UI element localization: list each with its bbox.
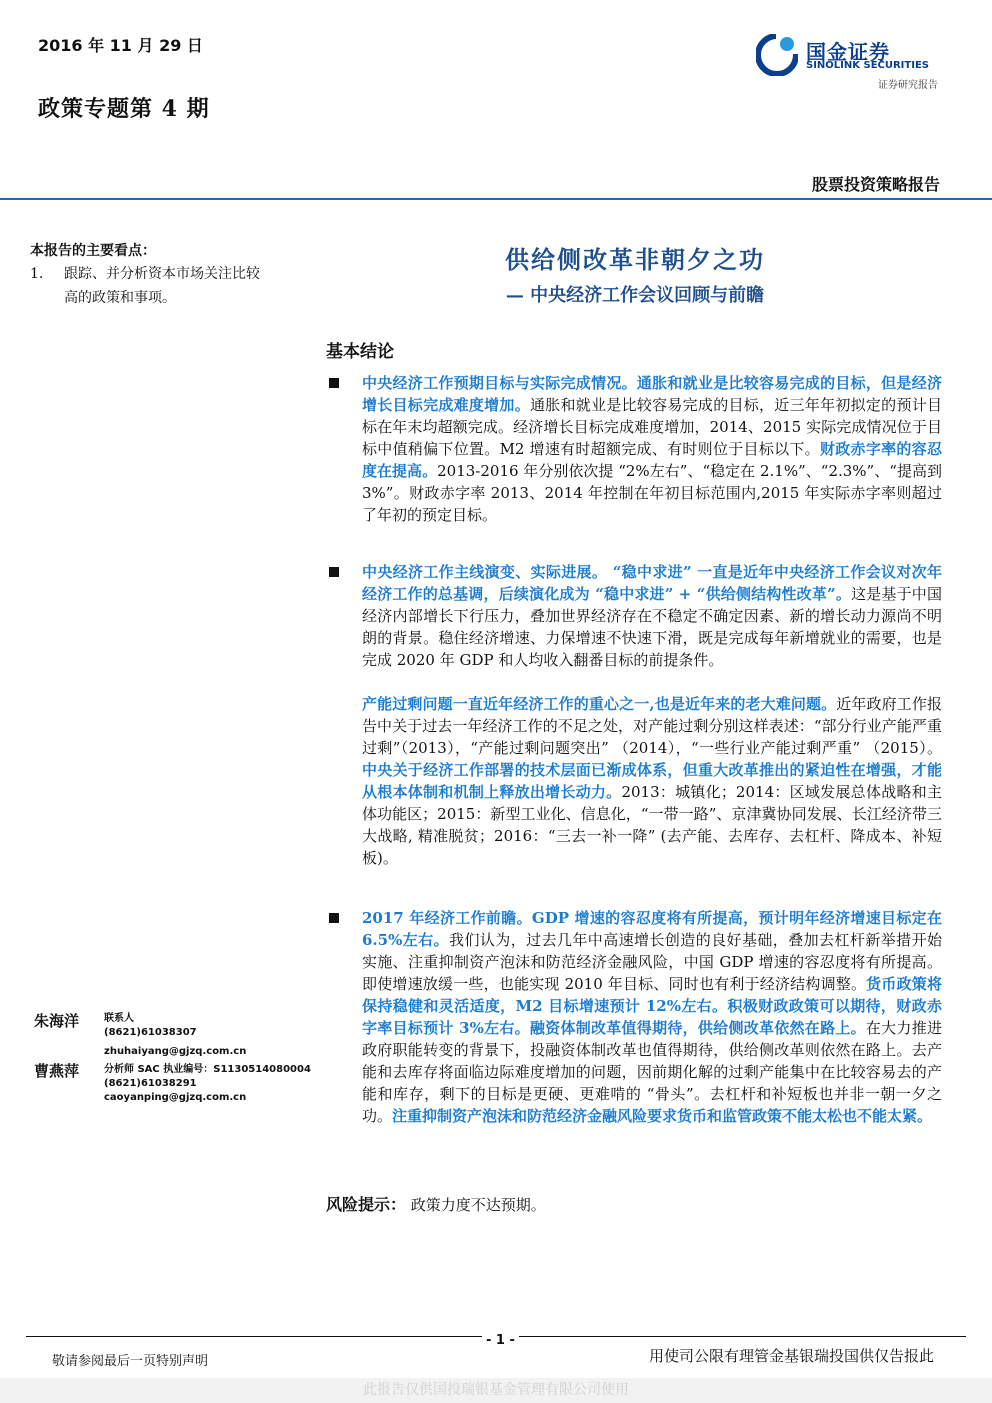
paragraph-mainline	[362, 561, 942, 671]
bullet-icon	[329, 378, 339, 388]
sidebar-heading: 本报告的主要看点：	[30, 243, 156, 259]
logo-mark-icon	[756, 34, 798, 76]
footer-right-text: 用使司公限有理管金基银瑞投国供仅告报此	[648, 1347, 934, 1365]
contact-name: 朱海洋	[34, 1012, 80, 1030]
contact-role: 分析师 SAC 执业编号：S1130514080004	[104, 1064, 311, 1075]
paragraph-targets	[362, 372, 942, 526]
body-text: 我们认为，过去几年中高速增长创造的良好基础，叠加去杠杆新举措开始实施、注重抑制资产泡沫和防范经济金融风险，中国 GDP 增速的容忍度将有所提高。即使增速放缓一些，也能实现 2010 年目标、同时也有利于经济结构调整。	[362, 931, 942, 993]
sidebar-item-number: 1.	[30, 266, 44, 282]
watermark: 此报告仅供国投瑞银基金管理有限公司使用	[0, 1378, 992, 1403]
report-title: 供给侧改革非朝夕之功	[505, 245, 765, 274]
contact-role: 联系人	[104, 1013, 134, 1024]
bullet-icon	[329, 567, 339, 577]
risk-label: 风险提示：	[326, 1195, 407, 1214]
header-divider	[0, 198, 992, 200]
company-logo	[756, 32, 946, 92]
highlight-text: 产能过剩问题一直近年经济工作的重心之一,也是近年来的老大难问题。	[362, 695, 837, 713]
highlight-text: 财政赤字率的容忍度在提高。	[362, 440, 942, 480]
issue-title: 政策专题第 4 期	[38, 96, 210, 122]
contact-name: 曹燕萍	[34, 1062, 80, 1080]
contact-phone: (8621)61038291	[104, 1078, 197, 1089]
highlight-text: 2017 年经济工作前瞻。GDP 增速的容忍度将有所提高，预计明年经济增速目标定在 6.5%左右。	[362, 909, 942, 949]
contact-email: zhuhaiyang@gjzq.com.cn	[104, 1046, 247, 1057]
section-heading: 基本结论	[326, 342, 394, 362]
page-number: - 1 -	[482, 1333, 519, 1348]
highlight-text: 注重抑制资产泡沫和防范经济金融风险要求货币和监管政策不能太松也不能太紧。	[392, 1107, 933, 1125]
highlight-text: 中央经济工作预期目标与实际完成情况。通胀和就业是比较容易完成的目标，但是经济增长目标完成难度增加。	[362, 374, 942, 414]
body-text: 2013-2016 年分别依次提 “2%左右”、“稳定在 2.1%”、“2.3%”、“提高到 3%”。财政赤字率 2013、2014 年控制在年初目标范围内,2015 年实际赤字率则超过了年初的预定目标。	[362, 462, 942, 524]
contact-phone: (8621)61038307	[104, 1027, 197, 1038]
risk-notice	[326, 1192, 546, 1215]
logo-english-name: SINOLINK SECURITIES	[806, 60, 929, 71]
contact-details	[104, 1063, 311, 1105]
paragraph-overcapacity	[362, 693, 942, 869]
body-text: 这是基于中国经济内部增长下行压力，叠加世界经济存在不稳定不确定因素、新的增长动力源尚不明朗的背景。稳住经济增速、力保增速不快速下滑，既是完成每年新增就业的需要，也是完成 2020 年 GDP 和人均收入翻番目标的前提条件。	[362, 585, 942, 669]
report-subtitle: — 中央经济工作会议回顾与前瞻	[505, 285, 765, 306]
report-date: 2016 年 11 月 29 日	[38, 36, 203, 55]
risk-text: 政策力度不达预期。	[410, 1196, 546, 1214]
highlight-text: 中央经济工作主线演变、实际进展。 “稳中求进” 一直是近年中央经济工作会议对次年经济工作的总基调，后续演化成为 “稳中求进” + “供给侧结构性改革”。	[362, 563, 942, 603]
sidebar-item-text: 跟踪、并分析资本市场关注比较高的政策和事项。	[64, 266, 260, 306]
highlight-text: 货币政策将保持稳健和灵活适度，M2 目标增速预计 12%左右。积极财政政策可以期待，财政赤字率目标预计 3%左右。融资体制改革值得期待，供给侧改革依然在路上。	[362, 975, 942, 1037]
body-text: 通胀和就业是比较容易完成的目标，近三年年初拟定的预计目标在年末均超额完成。经济增长目标完成难度增加，2014、2015 实际完成情况位于目标中值稍偏下位置。M2 增速有时超额完成、有时则位于目标以下。	[362, 396, 942, 458]
footer-disclaimer: 敬请参阅最后一页特别声明	[52, 1354, 209, 1369]
paragraph-outlook	[362, 907, 942, 1127]
body-text: 在大力推进政府职能转变的背景下，投融资体制改革也值得期待，供给侧改革则依然在路上。去产能和去库存将面临边际难度增加的问题，因前期化解的过剩产能集中在比较容易去的产能和库存，剩下的目标是更硬、更难啃的 “骨头”。去杠杆和补短板也并非一朝一夕之功。	[362, 1019, 942, 1125]
highlight-text: 中央关于经济工作部署的技术层面已渐成体系，但重大改革推出的紧迫性在增强，才能从根本体制和机制上释放出增长动力。	[362, 761, 942, 801]
logo-chinese-name: 国金证券	[806, 40, 890, 64]
bullet-icon	[329, 913, 339, 923]
logo-subtitle: 证券研究报告	[878, 80, 938, 91]
body-text: 2013：城镇化；2014：区域发展总体战略和主体功能区；2015：新型工业化、信息化，“一带一路”、京津冀协同发展、长江经济带三大战略, 精准脱贫；2016：“三去一补一降” (去产能、去库存、去杠杆、降成本、补短板)。	[362, 783, 942, 867]
report-title-block	[330, 240, 940, 307]
body-text: 近年政府工作报告中关于过去一年经济工作的不足之处，对产能过剩分别这样表述：“部分行业产能严重过剩”（2013），“产能过剩问题突出” （2014），“一些行业产能过剩严重” （2015）。	[362, 695, 942, 757]
report-type: 股票投资策略报告	[811, 175, 940, 194]
contact-details	[104, 1012, 197, 1040]
contact-email: caoyanping@gjzq.com.cn	[104, 1092, 247, 1103]
